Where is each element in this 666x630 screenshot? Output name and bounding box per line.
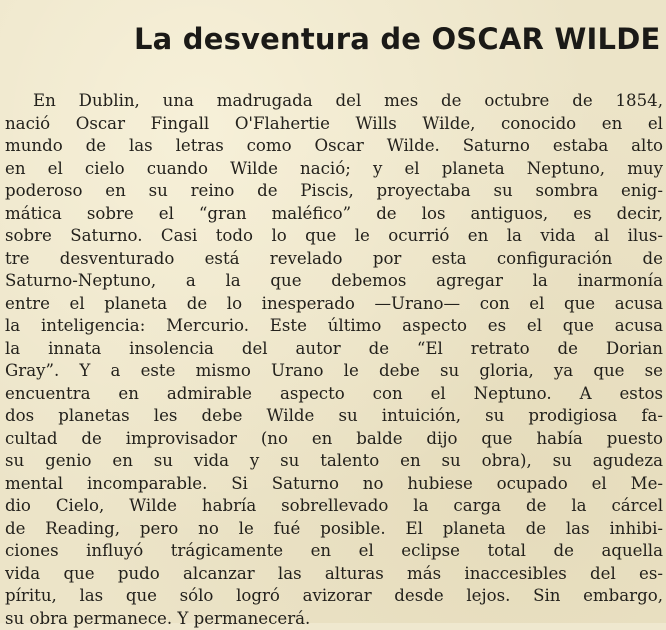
article-line: ciones influyó trágicamente en el eclipse total de aquella <box>5 540 663 563</box>
article-line: la inteligencia: Mercurio. Este último aspecto es el que acusa <box>5 315 663 338</box>
article-line: sobre Saturno. Casi todo lo que le ocurrió en la vida al ilus- <box>5 225 663 248</box>
article-line: En Dublin, una madrugada del mes de octubre de 1854, <box>5 90 663 113</box>
article-line: Gray”. Y a este mismo Urano le debe su gloria, ya que se <box>5 360 663 383</box>
article-line: la innata insolencia del autor de “El retrato de Dorian <box>5 338 663 361</box>
article-line: mental incomparable. Si Saturno no hubiese ocupado el Me- <box>5 473 663 496</box>
article-line: cultad de improvisador (no en balde dijo que había puesto <box>5 428 663 451</box>
article-line: píritu, las que sólo logró avizorar desde lejos. Sin embargo, <box>5 585 663 608</box>
article-line: en el cielo cuando Wilde nació; y el planeta Neptuno, muy <box>5 158 663 181</box>
article-line: tre desventurado está revelado por esta configuración de <box>5 248 663 271</box>
article-line: poderoso en su reino de Piscis, proyectaba su sombra enig- <box>5 180 663 203</box>
article-line: dos planetas les debe Wilde su intuición, su prodigiosa fa- <box>5 405 663 428</box>
article-line: dio Cielo, Wilde habría sobrellevado la carga de la cárcel <box>5 495 663 518</box>
article-line: vida que pudo alcanzar las alturas más inaccesibles del es- <box>5 563 663 586</box>
article-line: entre el planeta de lo inesperado —Urano— con el que acusa <box>5 293 663 316</box>
article-line: Saturno-Neptuno, a la que debemos agregar la inarmonía <box>5 270 663 293</box>
article-line: mática sobre el “gran maléfico” de los antiguos, es decir, <box>5 203 663 226</box>
article-line: su obra permanece. Y permanecerá. <box>5 608 663 630</box>
article-line: encuentra en admirable aspecto con el Neptuno. A estos <box>5 383 663 406</box>
article-title: La desventura de OSCAR WILDE <box>134 19 664 59</box>
article-line: mundo de las letras como Oscar Wilde. Saturno estaba alto <box>5 135 663 158</box>
article-line: su genio en su vida y su talento en su obra), su agudeza <box>5 450 663 473</box>
article-line: de Reading, pero no le fué posible. El planeta de las inhibi- <box>5 518 663 541</box>
article-line: nació Oscar Fingall O'Flahertie Wills Wilde, conocido en el <box>5 113 663 136</box>
article-body <box>5 90 663 630</box>
